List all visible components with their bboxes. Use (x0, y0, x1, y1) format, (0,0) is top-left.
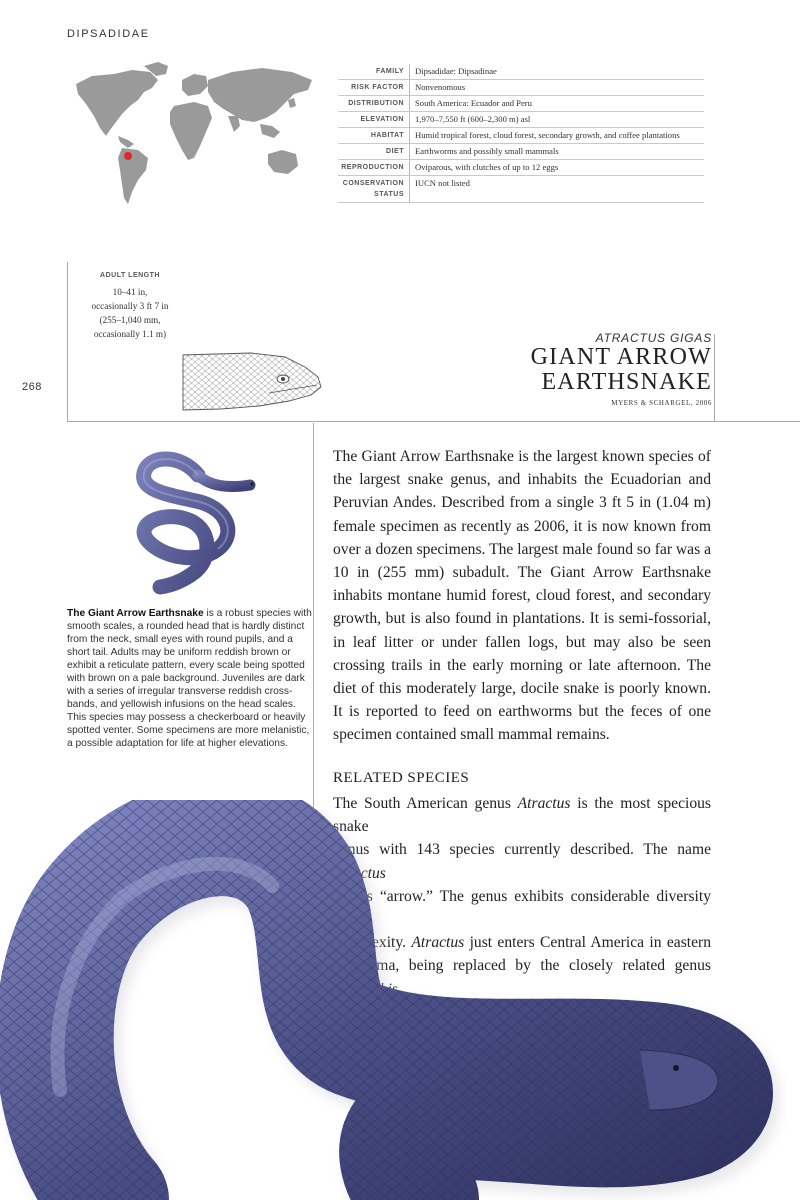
actual-size-label: Actual size (233, 811, 274, 821)
caption-bold: The Giant Arrow Earthsnake (67, 608, 204, 619)
info-key: RISK FACTOR (338, 80, 410, 96)
small-snake-photo (100, 445, 270, 595)
related-line: (pages 277–278) in Central America. (371, 1003, 602, 1021)
info-value: Oviparous, with clutches of up to 12 eggs (410, 160, 705, 176)
common-name-line: EARTHSNAKE (541, 369, 712, 395)
adult-length-label: ADULT LENGTH (100, 272, 160, 279)
info-row-reproduction (338, 160, 704, 176)
info-value: Earthworms and possibly small mammals (410, 144, 705, 160)
range-marker (124, 152, 132, 160)
related-species-heading: RELATED SPECIES (333, 770, 470, 786)
info-key: ELEVATION (338, 112, 410, 128)
info-key: REPRODUCTION (338, 160, 410, 176)
adult-length-line: (255–1,040 mm, (99, 315, 161, 325)
caption-text: is a robust species with smooth scales, a rounded head that is hardly distinct from the neck, small eyes with round pupils, and a short tail. Adults may be uniform reddish brown or exhibit a reticulate pattern, every scale being spotted with brown on a pale background. Juveniles are dark with a series of irregular transverse reddish cross-bands, and yellowish infusions on the head scales. This species may possess a checkerboard or heavily spotted venter. Some specimens are more melanistic, a possible adaptation for life at higher elevations. (67, 608, 312, 749)
info-key: CONSERVATION STATUS (338, 176, 410, 203)
info-row-distribution (338, 96, 704, 112)
info-key: FAMILY (338, 64, 410, 80)
world-map-landmasses (76, 62, 312, 204)
info-row-risk-factor (338, 80, 704, 96)
info-key: DIET (338, 144, 410, 160)
title-divider (714, 334, 715, 422)
species-info-table (338, 64, 704, 203)
info-row-diet (338, 144, 704, 160)
info-row-elevation (338, 112, 704, 128)
adult-length-line: occasionally 1.1 m) (93, 329, 167, 339)
info-value: 1,970–7,550 ft (600–2,300 m) asl (410, 112, 705, 128)
info-value: Dipsadidae: Dipsadinae (410, 64, 705, 80)
snake-head-illustration (181, 347, 326, 415)
info-key: HABITAT (338, 128, 410, 144)
info-value: Humid tropical forest, cloud forest, secondary growth, and coffee plantations (410, 128, 705, 144)
photo-caption (67, 607, 317, 750)
page-number: 268 (22, 381, 42, 393)
related-line: means “arrow.” The genus exhibits considerable diversity and (333, 887, 711, 929)
info-row-family (338, 64, 704, 80)
species-authority: MYERS & SCHARGEL, 2006 (611, 399, 712, 407)
related-line: complexity. Atractus just enters Central America in eastern (333, 934, 712, 952)
adult-length-line: 10–41 in, (112, 287, 148, 297)
info-key: DISTRIBUTION (338, 96, 410, 112)
info-value: South America: Ecuador and Peru (410, 96, 705, 112)
related-line: genus with 143 species currently described. The name Atractus (333, 841, 711, 882)
world-map (62, 58, 320, 210)
large-snake-photo (0, 800, 800, 1200)
family-header: DIPSADIDAE (67, 28, 150, 40)
info-value: Nonvenomous (410, 80, 705, 96)
main-description: The Giant Arrow Earthsnake is the largest known species of the largest snake genus, and inhabits the Ecuadorian and Peruvian Andes. Described from a single 3 ft 5 in (1.04 m) female specimen as recently as 2006, it is now known from over a dozen specimens. The largest male found so far was a 10 in (255 mm) subadult. The Giant Arrow Earthsnake inhabits montane humid forest, cloud forest, and secondary growth, but is also found in plantations. It is semi-fossorial, in leaf litter or under fallen logs, but may also be seen crossing trails in the early morning or late afternoon. The diet of this moderately large, docile snake is poorly known. It is reported to feed on earthworms but the feces of one specimen contained small mammal remains. (333, 448, 711, 744)
info-value: IUCN not listed (410, 176, 705, 203)
adult-length-line: occasionally 3 ft 7 in (91, 301, 169, 311)
related-line: The South American genus Atractus is the most specious snake (333, 795, 711, 836)
common-name-line: GIANT ARROW (530, 344, 712, 370)
info-row-conservation-status (338, 176, 704, 203)
common-name (412, 345, 712, 395)
adult-length-value (78, 285, 182, 341)
scientific-name: ATRACTUS GIGAS (595, 331, 712, 345)
info-row-habitat (338, 128, 704, 144)
related-line: Panama, being replaced by the closely related genus Geophis (346, 957, 711, 998)
